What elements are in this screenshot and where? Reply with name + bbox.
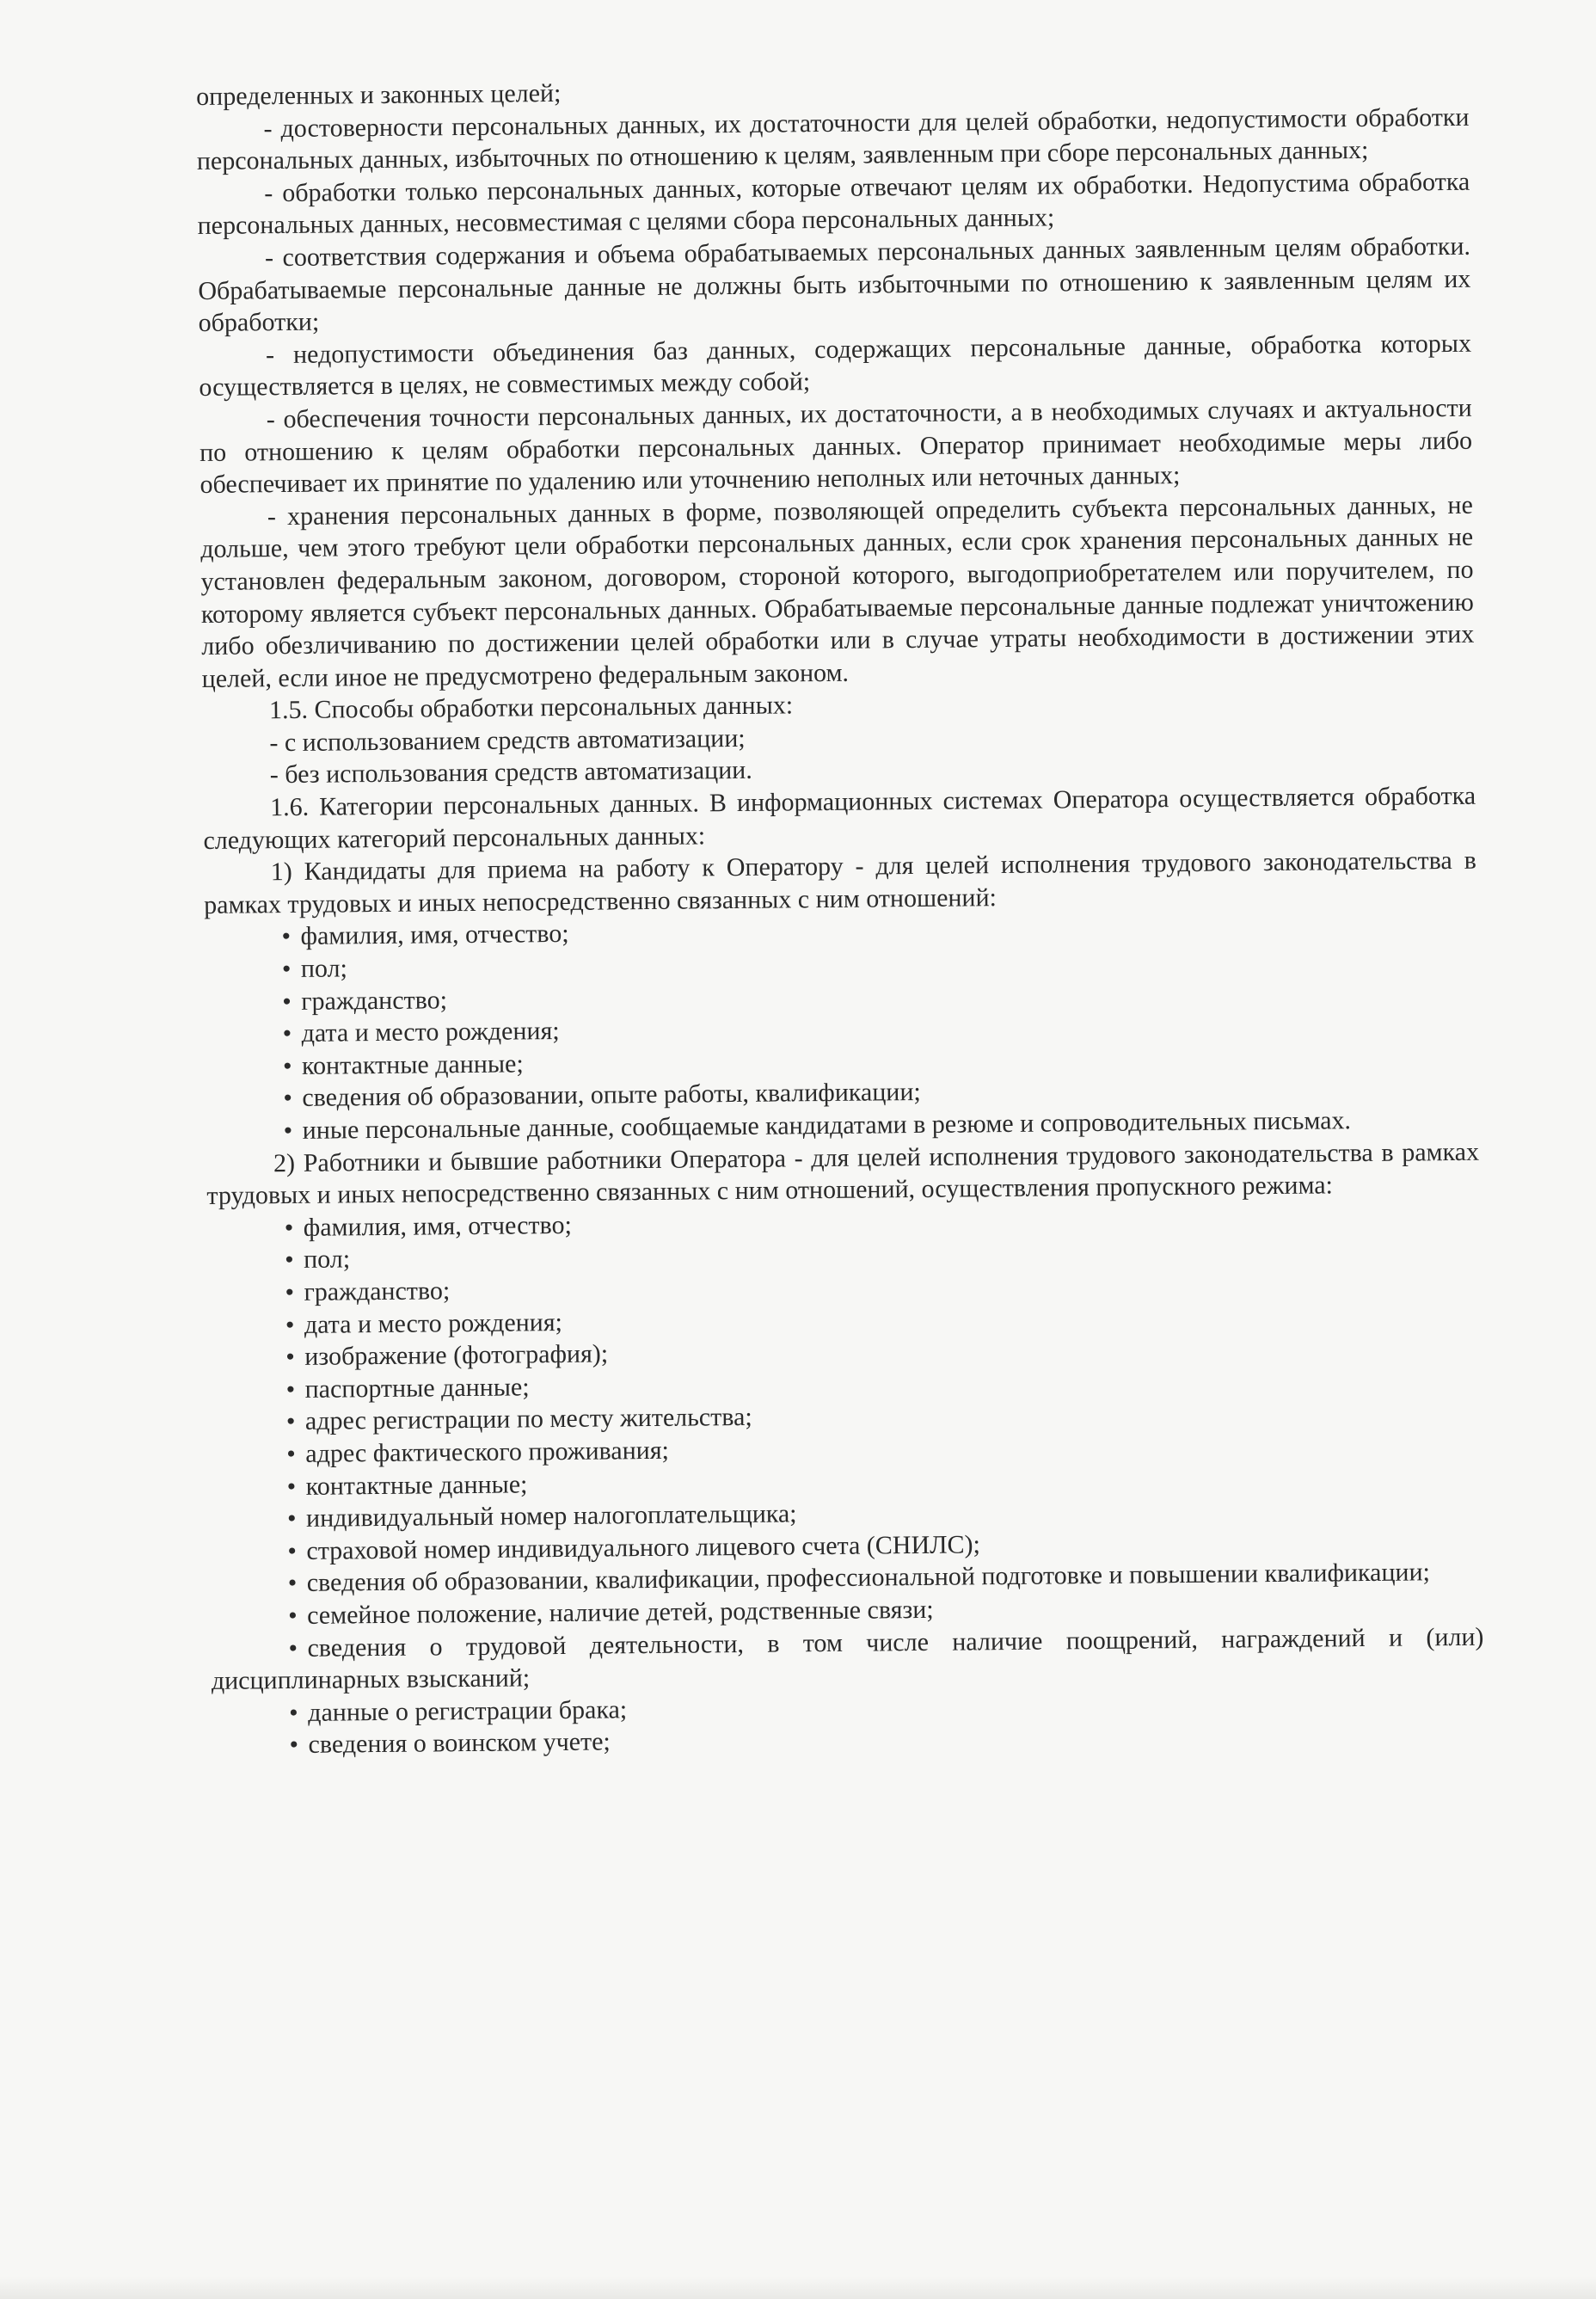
bullet-icon: • [289, 1698, 298, 1727]
principle-item: - хранения персональных данных в форме, позволяющей определить субъекта персональных данных, не дольше, чем этого требуют цели обработки персональных данных, если срок хранения персональных данных не установлен федеральным законом, договором, стороной которого, выгодоприобретателем или поручителем, по которому является субъект персональных данных. Обрабатываемые персональные данные подлежат уничтожению либо обезличиванию по достижении целей обработки или в случае утраты необходимости в достижении этих целей, если иное не предусмотрено федеральным законом. [200, 490, 1475, 693]
list-item: • сведения о воинском учете; [212, 1718, 1484, 1762]
method-item: - без использования средств автоматизации. [269, 756, 752, 790]
bullet-icon: • [285, 1245, 294, 1275]
list-item: • гражданство; [205, 974, 1477, 1018]
list-item: • контактные данные; [206, 1039, 1478, 1084]
bullet-icon: • [287, 1569, 298, 1598]
bullet-icon: • [285, 1374, 296, 1404]
list-item: • адрес регистрации по месту жительства; [209, 1394, 1482, 1439]
category-list-employees [207, 1201, 1485, 1762]
category-group-title: 1) Кандидаты для приема на работу к Оператору - для целей исполнения трудового законодательства в рамках трудовых и иных непосредственно связанных с ним отношений: [204, 846, 1476, 919]
section-heading-1-5: 1.5. Способы обработки персональных данных: [268, 691, 794, 725]
bullet-icon: • [285, 1310, 295, 1339]
bullet-icon: • [282, 1051, 292, 1080]
bullet-icon: • [281, 922, 292, 951]
bullet-icon: • [283, 1116, 293, 1146]
bullet-icon: • [282, 987, 292, 1016]
list-item: • иные персональные данные, сообщаемые кандидатами в резюме и сопроводительных письмах. [206, 1103, 1479, 1148]
page-bottom-edge [0, 2277, 1596, 2299]
document-body [196, 69, 1485, 1762]
bullet-icon: • [286, 1472, 297, 1501]
list-item: • данные о регистрации брака; [212, 1685, 1484, 1730]
bullet-icon: • [285, 1277, 295, 1307]
bullet-icon: • [289, 1730, 299, 1760]
bullet-icon: • [286, 1439, 297, 1468]
list-item: • изображение (фотография); [208, 1330, 1481, 1374]
list-item: • пол; [207, 1232, 1480, 1277]
bullet-icon: • [287, 1536, 298, 1565]
list-item: • сведения о трудовой деятельности, в том числе наличие поощрений, награждений и (или) дисциплинарных взысканий; [211, 1622, 1484, 1696]
list-item: • паспортные данные; [208, 1362, 1481, 1406]
list-item: • дата и место рождения; [205, 1006, 1477, 1051]
principle-item: - недопустимости объединения баз данных, содержащих персональные данные, обработка которых осуществляется в целях, не совместимых между собой; [199, 329, 1472, 403]
bullet-icon: • [281, 955, 292, 984]
bullet-icon: • [286, 1504, 297, 1534]
principle-item: - обеспечения точности персональных данных, их достаточности, а в необходимых случаях и актуальности по отношению к целям обработки персональных данных. Оператор принимает необходимые меры либо обеспечивает их принятие по удалению или уточнению неполных или неточных данных; [199, 393, 1473, 500]
list-item: • фамилия, имя, отчество; [207, 1201, 1480, 1245]
bullet-icon: • [285, 1343, 295, 1372]
category-group-title: 2) Работники и бывшие работники Оператора - для целей исполнения трудового законодательства в рамках трудовых и иных непосредственно связанных с ним отношений, осуществления пропускного режима: [206, 1137, 1480, 1211]
principle-item: - достоверности персональных данных, их достаточности для целей обработки, недопустимости обработки персональных данных, избыточных по отношению к целям, заявленным при сборе персональных данных; [196, 102, 1470, 176]
list-item: • страховой номер индивидуального лицевого счета (СНИЛС); [210, 1523, 1482, 1568]
list-item: • фамилия, имя, отчество; [204, 909, 1476, 954]
list-item: • контактные данные; [210, 1459, 1482, 1503]
principle-item: - соответствия содержания и объема обрабатываемых персональных данных заявленным целям обработки. Обрабатываемые персональные данные не должны быть избыточными по отношению к заявленным целям их обработки; [198, 231, 1471, 338]
list-item: • сведения об образовании, квалификации, профессиональной подготовке и повышении квалификации; [211, 1556, 1483, 1601]
bullet-icon: • [285, 1407, 296, 1436]
list-item: • индивидуальный номер налогоплательщика; [210, 1491, 1482, 1536]
paragraph-continuation: определенных и законных целей; [196, 78, 562, 111]
list-item: • пол; [205, 942, 1477, 987]
list-item: • сведения об образовании, опыте работы, квалификации; [206, 1071, 1478, 1116]
bullet-icon: • [287, 1601, 298, 1630]
bullet-icon: • [283, 1084, 293, 1113]
list-item: • дата и место рождения; [208, 1297, 1481, 1342]
section-heading-1-6: 1.6. Категории персональных данных. В информационных системах Оператора осуществляется обработка следующих категорий персональных данных: [203, 781, 1476, 855]
list-item: • адрес фактического проживания; [209, 1427, 1482, 1472]
principle-item: - обработки только персональных данных, которые отвечают целям их обработки. Недопустима обработка персональных данных, несовместимая с целями сбора персональных данных; [197, 167, 1470, 241]
bullet-icon: • [288, 1633, 298, 1663]
category-list-candidates [204, 909, 1478, 1147]
method-item: - с использованием средств автоматизации; [269, 723, 746, 758]
bullet-icon: • [284, 1213, 294, 1242]
bullet-icon: • [282, 1019, 292, 1048]
list-item: • гражданство; [207, 1265, 1480, 1310]
list-item: • семейное положение, наличие детей, родственные связи; [211, 1589, 1483, 1633]
